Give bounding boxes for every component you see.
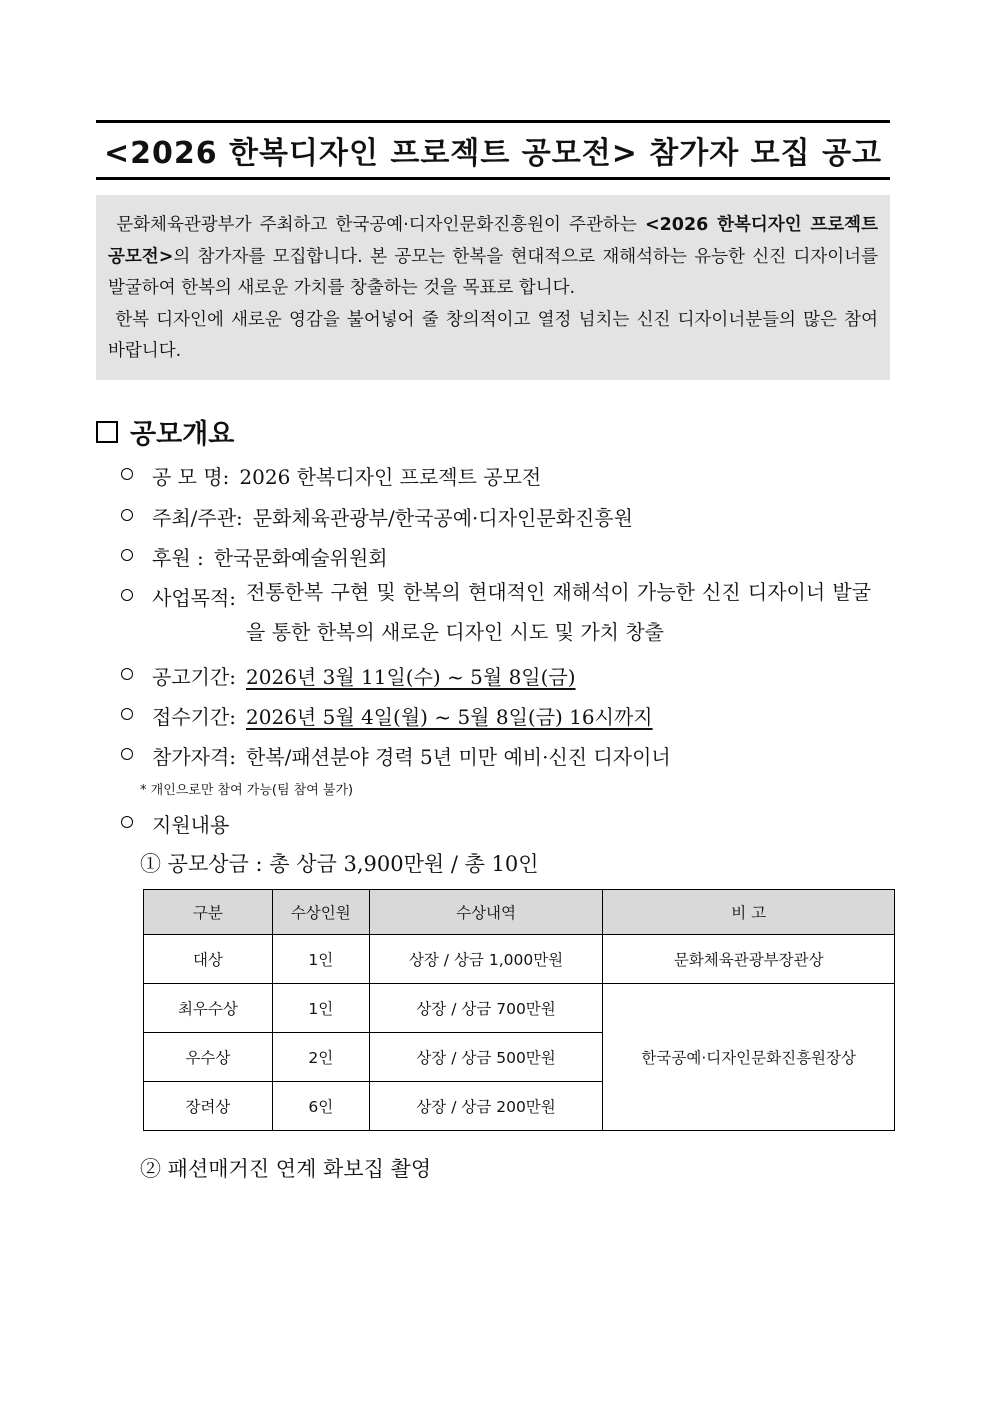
- circle-bullet-icon: [121, 509, 133, 521]
- award-table: [143, 889, 895, 1131]
- circle-bullet-icon: [121, 549, 133, 561]
- circle-bullet-icon: [121, 708, 133, 720]
- header-remark: 비 고: [603, 890, 895, 935]
- circle-bullet-icon: [121, 589, 133, 601]
- item-value: 2026년 5월 4일(월) ~ 5월 8일(금) 16시까지: [246, 705, 653, 729]
- page-title: <2026 한복디자인 프로젝트 공모전> 참가자 모집 공고: [103, 136, 883, 171]
- table-row: [144, 935, 895, 984]
- cell-count: 1인: [272, 935, 369, 984]
- cell-detail: 상장 / 상금 700만원: [369, 984, 603, 1033]
- cell-category: 장려상: [144, 1082, 273, 1131]
- item-support: [120, 809, 229, 838]
- item-value: 문화체육관광부/한국공예·디자인문화진흥원: [252, 506, 633, 530]
- cell-count: 2인: [272, 1033, 369, 1082]
- intro-p1-post: 의 참가자를 모집합니다. 본 공모는 한복을 현대적으로 재해석하는 유능한 신진 디자이너를 발굴하여 한복의 새로운 가치를 창출하는 것을 목표로 합니다.: [108, 246, 878, 298]
- item-contest-name: [120, 461, 541, 490]
- item-label: 공고기간:: [152, 665, 237, 689]
- item-label: 접수기간:: [152, 705, 237, 729]
- title-box: [96, 120, 890, 180]
- cell-count: 6인: [272, 1082, 369, 1131]
- circle-bullet-icon: [121, 816, 133, 828]
- item-label: 주최/주관:: [152, 506, 243, 530]
- item-label: 후원 :: [152, 546, 204, 570]
- cell-count: 1인: [272, 984, 369, 1033]
- intro-p1-bold: <2026 한복디자인 프로젝트 공모전>: [108, 215, 878, 267]
- checkbox-square-icon: [96, 421, 118, 443]
- cell-remark: 한국공예·디자인문화진흥원장상: [603, 984, 895, 1131]
- item-label: 지원내용: [152, 813, 230, 837]
- table-header-row: [144, 890, 895, 935]
- item-organizer: [120, 502, 633, 531]
- circle-bullet-icon: [121, 668, 133, 680]
- item-value: 전통한복 구현 및 한복의 현대적인 재해석이 가능한 신진 디자이너 발굴을 통한 한복의 새로운 디자인 시도 및 가치 창출: [246, 580, 872, 644]
- header-category: 구분: [144, 890, 273, 935]
- item-sponsor: [120, 542, 388, 571]
- support-photoshoot: ② 패션매거진 연계 화보집 촬영: [140, 1157, 432, 1181]
- intro-p1-pre: 문화체육관광부가 주최하고 한국공예·디자인문화진흥원이 주관하는: [116, 215, 645, 235]
- cell-category: 대상: [144, 935, 273, 984]
- item-label: 참가자격:: [152, 745, 237, 769]
- item-value: 한국문화예술위원회: [213, 546, 388, 570]
- intro-box: [96, 195, 890, 380]
- intro-paragraph-1: [108, 210, 878, 305]
- eligibility-note: * 개인으로만 참여 가능(팀 참여 불가): [140, 783, 354, 798]
- item-eligibility: [120, 741, 671, 770]
- intro-p2: 한복 디자인에 새로운 영감을 불어넣어 줄 창의적이고 열정 넘치는 신진 디자이너분들의 많은 참여 바랍니다.: [108, 309, 878, 361]
- cell-remark: 문화체육관광부장관상: [603, 935, 895, 984]
- cell-detail: 상장 / 상금 500만원: [369, 1033, 603, 1082]
- section-heading: [96, 412, 234, 451]
- intro-paragraph-2: [108, 305, 878, 368]
- circle-bullet-icon: [121, 468, 133, 480]
- item-submission-period: [120, 701, 653, 730]
- cell-category: 우수상: [144, 1033, 273, 1082]
- support-prize: ① 공모상금 : 총 상금 3,900만원 / 총 10인: [140, 852, 539, 876]
- section-heading-text: 공모개요: [130, 419, 235, 450]
- item-value: 한복/패션분야 경력 5년 미만 예비·신진 디자이너: [246, 745, 671, 769]
- circle-bullet-icon: [121, 748, 133, 760]
- item-value: 2026년 3월 11일(수) ~ 5월 8일(금): [246, 665, 576, 689]
- cell-detail: 상장 / 상금 1,000만원: [369, 935, 603, 984]
- item-label: 공 모 명:: [152, 465, 230, 489]
- item-label: 사업목적:: [152, 586, 237, 610]
- item-purpose: [120, 582, 871, 652]
- cell-category: 최우수상: [144, 984, 273, 1033]
- header-detail: 수상내역: [369, 890, 603, 935]
- table-row: [144, 984, 895, 1033]
- header-count: 수상인원: [272, 890, 369, 935]
- item-notice-period: [120, 661, 576, 690]
- cell-detail: 상장 / 상금 200만원: [369, 1082, 603, 1131]
- item-value: 2026 한복디자인 프로젝트 공모전: [239, 465, 542, 489]
